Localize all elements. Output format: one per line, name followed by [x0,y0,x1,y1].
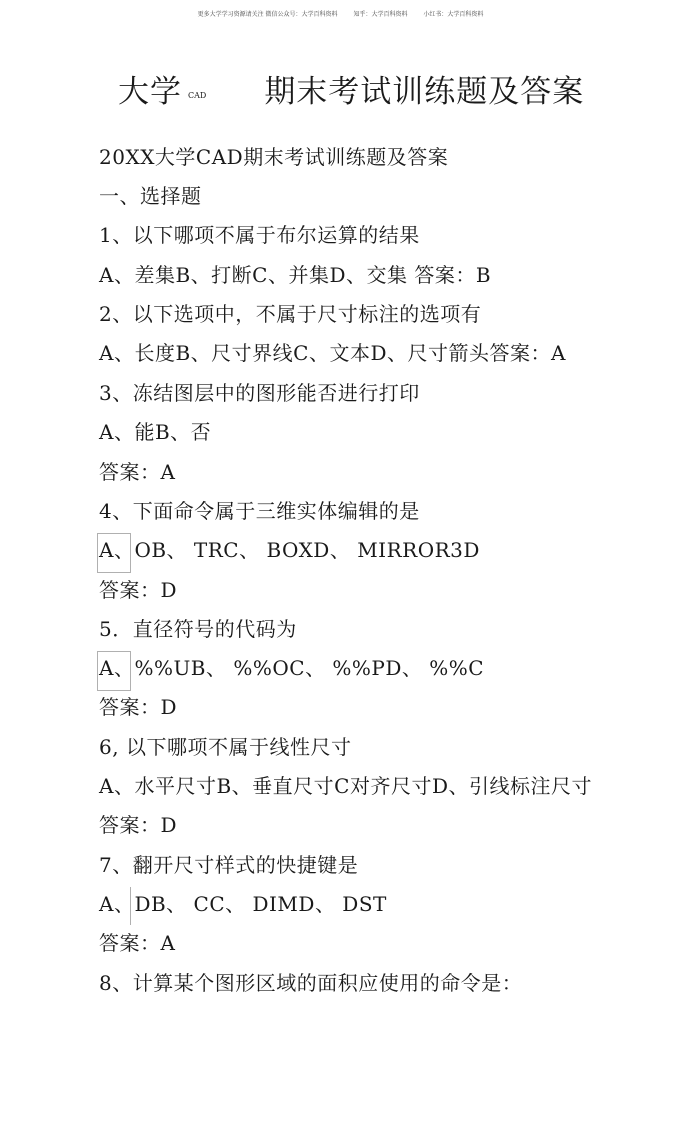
header-note: 小红书：大学百科资料 [423,11,484,18]
page-header [0,9,681,18]
question-text: 5．直径符号的代码为 [99,617,297,641]
options-text: A、能B、否 [99,420,212,444]
question-text: 7、翻开尺寸样式的快捷键是 [99,853,359,877]
options-text: A、差集B、打断C、并集D、交集 答案：B [99,263,492,287]
options-text: A、OB、 TRC、 BOXD、 MIRROR3D [99,538,480,562]
header-note: 知乎：大学百科资料 [353,11,408,18]
question-text: 8、计算某个图形区域的面积应使用的命令是： [99,971,523,995]
question-text: 1、以下哪项不属于布尔运算的结果 [99,223,420,247]
answer-text: 答案：D [99,695,178,719]
answer-text: 答案：A [99,931,176,955]
section-heading: 一、选择题 [99,184,202,208]
header-note: 更多大学学习资源请关注 微信公众号：大学百科资料 [197,11,338,18]
answer-text: 答案：A [99,460,176,484]
options-text: A、DB、 CC、 DIMD、 DST [99,892,387,916]
question-text: 6, 以下哪项不属于线性尺寸 [99,735,352,759]
options-text: A、%%UB、 %%OC、 %%PD、 %%C [99,656,485,680]
question-text: 2、以下选项中，不属于尺寸标注的选项有 [99,302,482,326]
question-text: 3、冻结图层中的图形能否进行打印 [99,381,420,405]
title-small-text: CAD [188,91,207,100]
document-title [118,72,638,112]
options-text: A、水平尺寸B、垂直尺寸C对齐尺寸D、引线标注尺寸 [99,774,592,798]
doc-subtitle: 20XX大学CAD期末考试训练题及答案 [99,145,449,169]
question-text: 4、下面命令属于三维实体编辑的是 [99,499,420,523]
title-part-2: 期末考试训练题及答案 [264,74,585,110]
options-text: A、长度B、尺寸界线C、文本D、尺寸箭头答案：A [99,341,566,365]
answer-text: 答案：D [99,578,178,602]
answer-text: 答案：D [99,813,178,837]
title-part-1: 大学 [118,74,182,110]
